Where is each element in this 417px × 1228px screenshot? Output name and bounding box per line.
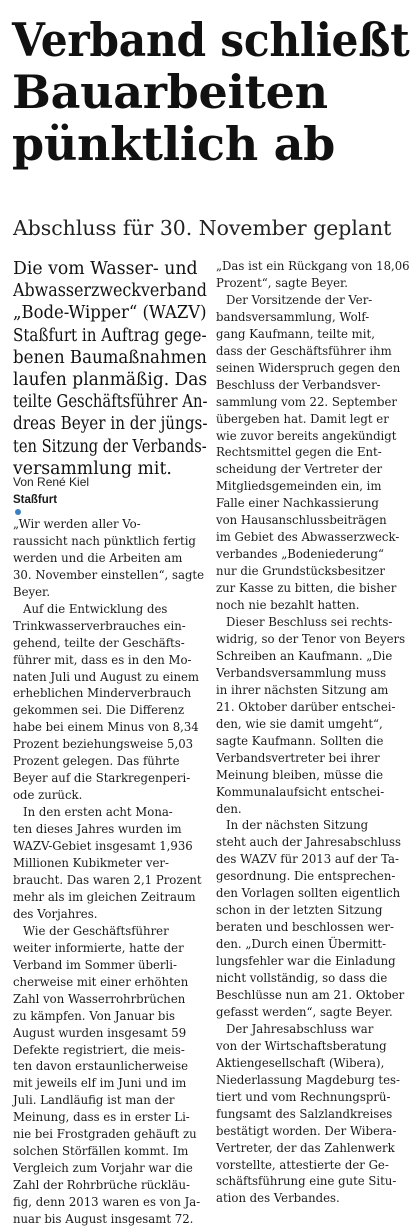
body-line: ode zurück. xyxy=(13,788,83,803)
location-dot-icon xyxy=(15,509,21,515)
body-line: nuar bis August insgesamt 72. xyxy=(13,1212,194,1227)
body-line: Niederlassung Magdeburg tes- xyxy=(216,1072,400,1087)
body-line: steht auch der Jahresabschluss xyxy=(216,835,401,850)
body-line: Verbandsvertreter bei ihrer xyxy=(216,750,380,765)
body-line: 30. November einstellen“, sagte xyxy=(13,567,205,582)
dateline-line xyxy=(13,492,207,533)
body-line: Wie der Geschäftsführer xyxy=(23,923,169,938)
body-line: fungsamt des Salzlandkreises xyxy=(216,1106,393,1121)
body-line: mit jeweils elf im Juni und im xyxy=(13,1076,187,1091)
body-line: gefasst werden“, sagte Beyer. xyxy=(216,1004,393,1019)
teaser-line: Die vom Wasser- und xyxy=(13,259,198,279)
body-line: in ihrer nächsten Sitzung am xyxy=(216,682,389,697)
body-line: cherweise mit einer erhöhten xyxy=(13,974,189,989)
body-line: Dieser Beschluss sei rechts- xyxy=(226,615,393,630)
body-line: In der nächsten Sitzung xyxy=(226,818,369,833)
body-line: naten Juli und August zu einem xyxy=(13,669,199,684)
article-body-left xyxy=(13,492,207,1228)
body-line: Prozent gelegen. Das führte xyxy=(13,754,180,769)
teaser-line: versammlung mit. xyxy=(13,458,172,479)
body-line: nicht vollständig, so dass die xyxy=(216,971,388,986)
body-line: gehend, teilte der Geschäfts- xyxy=(13,635,185,650)
body-line: wie zuvor bereits angekündigt xyxy=(216,428,397,443)
body-line: mehr als im gleichen Zeitraum xyxy=(13,889,196,904)
body-line: Zahl von Wasserrohrbrüchen xyxy=(13,991,186,1006)
body-line: von Hausanschlussbeiträgen xyxy=(216,513,387,528)
body-line: Auf die Entwicklung des xyxy=(23,601,168,616)
body-line: August wurden insgesamt 59 xyxy=(13,1025,187,1040)
headline-line: Verband schließt xyxy=(12,13,410,67)
body-line: gang Kaufmann, teilte mit, xyxy=(216,326,375,341)
body-line: Trinkwasserverbrauches ein- xyxy=(13,618,186,633)
body-line: solchen Störfällen kommt. Im xyxy=(13,1144,189,1159)
body-line: den. xyxy=(216,801,242,816)
body-line: Meinung, dass es in erster Li- xyxy=(13,1110,190,1125)
body-paragraph xyxy=(13,492,207,601)
teaser-line: teilte Geschäftsführer An- xyxy=(13,392,208,413)
body-line: Prozent beziehungsweise 5,03 xyxy=(13,737,194,752)
body-line: scheidung der Vertreter der xyxy=(216,462,383,477)
body-line: gekommen sei. Die Differenz xyxy=(13,703,185,718)
teaser-line: „Bode-Wipper“ (WAZV) xyxy=(13,303,207,324)
body-line: bandsversammlung, Wolf- xyxy=(216,309,370,324)
body-line: fig, denn 2013 waren es von Ja- xyxy=(13,1195,201,1210)
teaser-line: laufen planmäßig. Das xyxy=(13,370,208,391)
headline-line: pünktlich ab xyxy=(12,117,335,171)
body-line: den. „Durch einen Übermitt- xyxy=(216,937,387,952)
teaser-line: ten Sitzung der Verbands- xyxy=(13,436,207,457)
body-line: widrig, so der Tenor von Beyers xyxy=(216,631,406,646)
body-line: „Wir werden aller Vo- xyxy=(13,516,141,531)
body-line: Zahl der Rohrbrüche rückläu- xyxy=(13,1178,190,1193)
body-line: Prozent“, sagte Beyer. xyxy=(216,275,349,290)
body-line: sagte Kaufmann. Sollten die xyxy=(216,733,384,748)
article-headline xyxy=(12,14,412,170)
article-column-left xyxy=(13,258,207,1228)
body-line: schäftsführung eine gute Situ- xyxy=(216,1174,397,1189)
body-line: im Gebiet des Abwasserzweck- xyxy=(216,530,400,545)
body-line: vorstellte, attestierte der Ge- xyxy=(216,1157,389,1172)
body-line: den Vorlagen sollten eigentlich xyxy=(216,886,401,901)
body-line: Beschluss der Verbandsver- xyxy=(216,377,381,392)
body-paragraph xyxy=(216,614,410,817)
body-line: Vergleich zum Vorjahr war die xyxy=(13,1161,193,1176)
body-line: noch nie bezahlt hatten. xyxy=(216,598,360,613)
body-line: des WAZV für 2013 auf der Ta- xyxy=(216,852,399,867)
dateline-location: Staßfurt xyxy=(13,494,58,506)
body-line: Aktiengesellschaft (Wibera), xyxy=(216,1055,385,1070)
body-line: gesordnung. Die entsprechen- xyxy=(216,869,396,884)
body-paragraph xyxy=(13,804,207,923)
body-line: Rechtsmittel gegen die Ent- xyxy=(216,445,382,460)
body-line: Juli. Landläufig ist man der xyxy=(13,1093,175,1108)
body-line: bestätigt worden. Der Wibera- xyxy=(216,1123,397,1138)
article-column-right xyxy=(216,258,410,1207)
body-line: schon in der letzten Sitzung xyxy=(216,903,383,918)
body-line: sammlung vom 22. September xyxy=(216,394,397,409)
body-line: Verbandsversammlung muss xyxy=(216,665,387,680)
body-line: lungsfehler war die Einladung xyxy=(216,954,396,969)
body-line: Mitgliedsgemeinden ein, im xyxy=(216,479,382,494)
body-line: von der Wirtschaftsberatung xyxy=(216,1038,387,1053)
body-line: beraten und beschlossen wer- xyxy=(216,920,394,935)
body-line: nie bei Frostgraden gehäuft zu xyxy=(13,1127,197,1142)
body-line: Beyer. xyxy=(13,584,51,599)
body-paragraph xyxy=(13,601,207,804)
body-line: erheblichen Minderverbrauch xyxy=(13,686,192,701)
article-byline: Von René Kiel xyxy=(13,475,90,489)
body-line: Defekte registriert, die meis- xyxy=(13,1042,185,1057)
body-line: seinen Widerspruch gegen den xyxy=(216,360,401,375)
body-paragraph xyxy=(216,258,410,292)
teaser-line: Staßfurt in Auftrag gege- xyxy=(13,325,207,346)
teaser-line: benen Baumaßnahmen xyxy=(13,347,207,368)
article-body-right xyxy=(216,258,410,1207)
body-line: dass der Geschäftsführer ihm xyxy=(216,343,392,358)
body-line: weiter informierte, hatte der xyxy=(13,940,184,955)
teaser-line: Abwasserzweckverband xyxy=(13,281,207,302)
body-line: ation des Verbandes. xyxy=(216,1191,340,1206)
body-line: Meinung bleiben, müsse die xyxy=(216,767,384,782)
article-teaser xyxy=(13,258,208,479)
body-line: raussicht nach pünktlich fertig xyxy=(13,533,196,548)
article-subheadline: Abschluss für 30. November geplant xyxy=(13,216,392,240)
body-line: Kommunalaufsicht entschei- xyxy=(216,784,385,799)
body-line: den, wie sie damit umgeht“, xyxy=(216,716,383,731)
body-line: habe bei einem Minus von 8,34 xyxy=(13,720,199,735)
body-paragraph xyxy=(216,817,410,1020)
body-line: tiert und vom Rechnungsprü- xyxy=(216,1089,391,1104)
body-paragraph xyxy=(216,292,410,614)
body-line: zur Kasse zu bitten, die bisher xyxy=(216,581,397,596)
body-line: Falle einer Nachkassierung xyxy=(216,496,379,511)
body-line: Beschlüsse nun am 21. Oktober xyxy=(216,987,405,1002)
headline-line: Bauarbeiten xyxy=(12,65,328,119)
body-line: ten dieses Jahres wurden im xyxy=(13,822,182,837)
body-line: zu kämpfen. Von Januar bis xyxy=(13,1008,176,1023)
body-line: übergeben hat. Damit legt er xyxy=(216,411,389,426)
body-line: werden und die Arbeiten am xyxy=(13,550,183,565)
body-line: Verband im Sommer überli- xyxy=(13,957,177,972)
body-line: Der Vorsitzende der Ver- xyxy=(226,292,373,307)
body-line: führer mit, dass es in den Mo- xyxy=(13,652,192,667)
body-line: 21. Oktober darüber entschei- xyxy=(216,699,396,714)
body-line: nur die Grundstücksbesitzer xyxy=(216,564,386,579)
body-line: Vertreter, der das Zahlenwerk xyxy=(216,1140,395,1155)
body-line: ten davon erstaunlicherweise xyxy=(13,1059,189,1074)
body-line: Schreiben an Kaufmann. „Die xyxy=(216,648,393,663)
body-line: Beyer auf die Starkregenperi- xyxy=(13,771,191,786)
body-paragraph xyxy=(13,923,207,1228)
body-line: Millionen Kubikmeter ver- xyxy=(13,856,169,871)
body-line: Der Jahresabschluss war xyxy=(226,1021,374,1036)
body-line: „Das ist ein Rückgang von 18,06 xyxy=(216,259,410,273)
body-line: WAZV-Gebiet insgesamt 1,936 xyxy=(13,839,193,854)
teaser-line: dreas Beyer in der jüngs- xyxy=(13,414,208,435)
body-line: braucht. Das waren 2,1 Prozent xyxy=(13,872,202,887)
body-line: des Vorjahres. xyxy=(13,906,98,921)
body-line: In den ersten acht Mona- xyxy=(23,805,173,820)
body-line: verbandes „Bodeniederung“ xyxy=(216,547,384,562)
body-paragraph xyxy=(216,1021,410,1207)
